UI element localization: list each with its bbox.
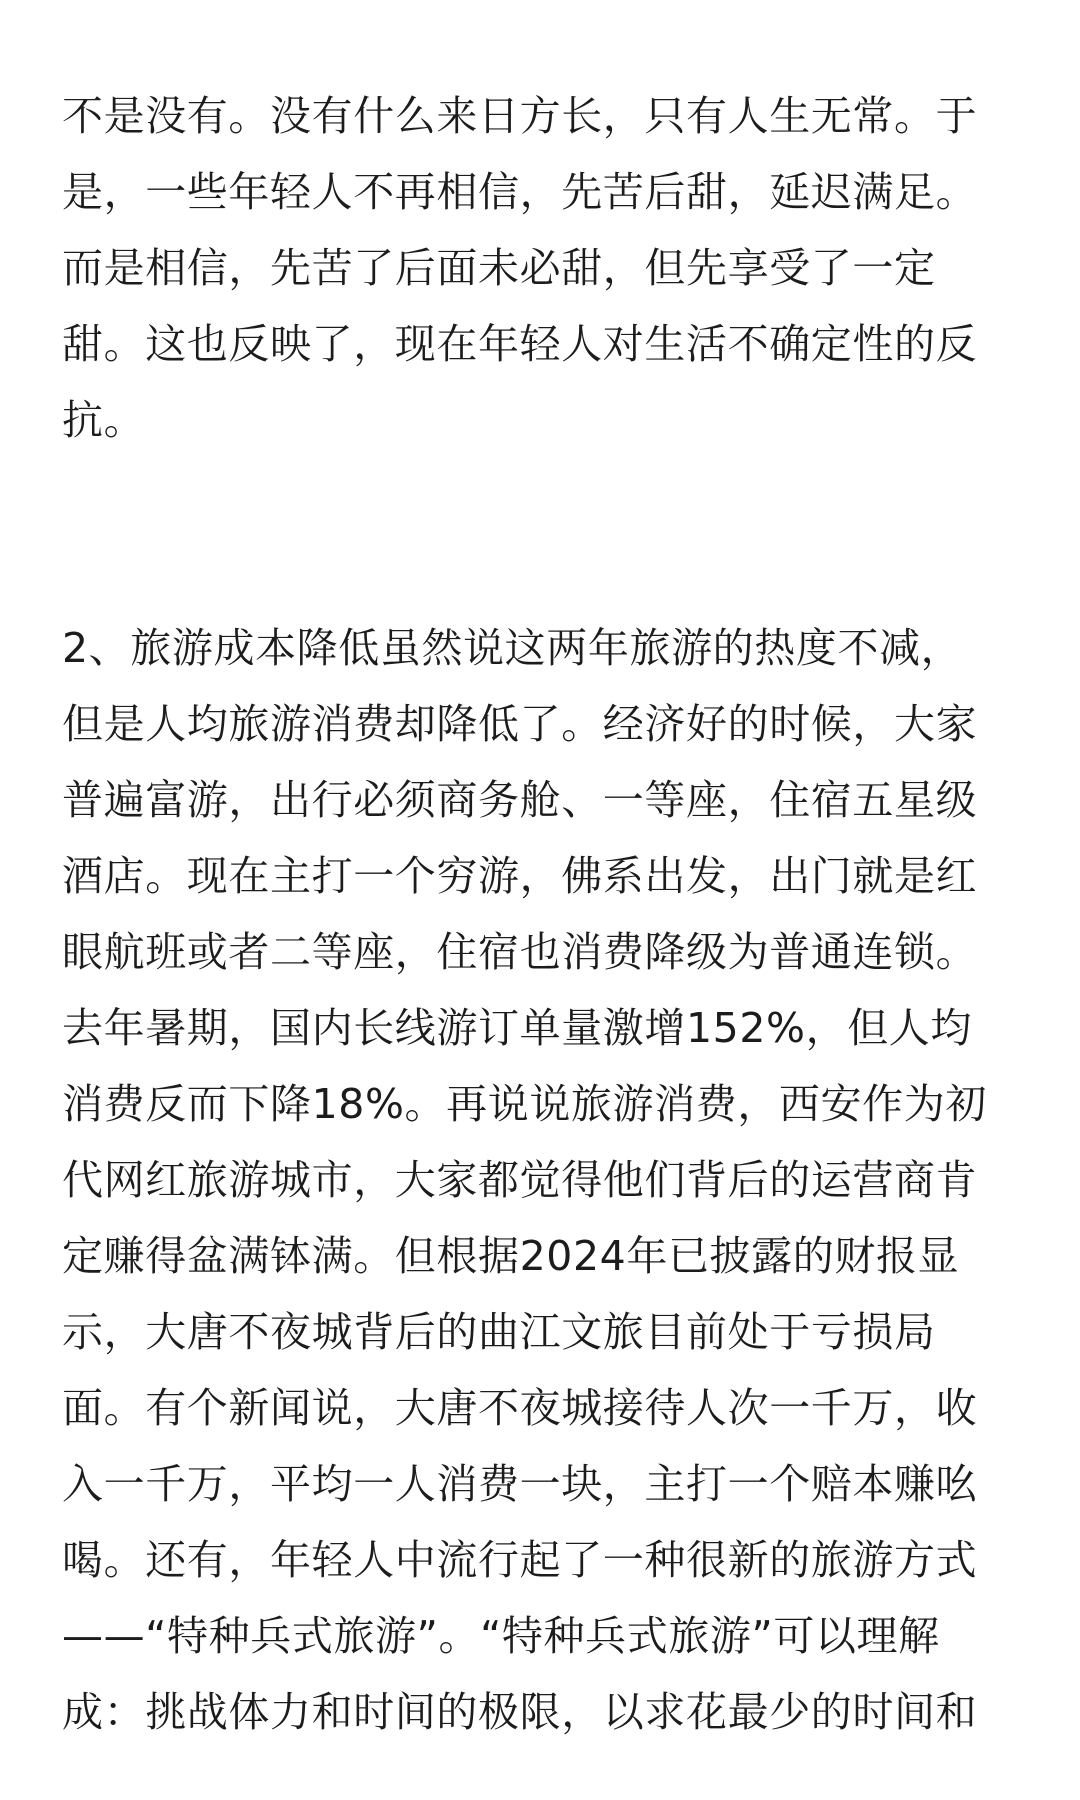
text-line: 甜。这也反映了，现在年轻人对生活不确定性的反 (62, 320, 978, 368)
text-line: 成：挑战体力和时间的极限，以求花最少的时间和 (62, 1688, 978, 1736)
text-line: 2、旅游成本降低虽然说这两年旅游的热度不减， (62, 624, 963, 672)
text-line: 代网红旅游城市，大家都觉得他们背后的运营商肯 (62, 1156, 978, 1204)
text-line: 示，大唐不夜城背后的曲江文旅目前处于亏损局 (62, 1308, 936, 1356)
text-line: 不是没有。没有什么来日方长，只有人生无常。于 (62, 92, 978, 140)
text-line: 而是相信，先苦了后面未必甜，但先享受了一定 (62, 244, 936, 292)
text-line: 喝。还有，年轻人中流行起了一种很新的旅游方式 (62, 1536, 978, 1584)
text-line: ——“特种兵式旅游”。“特种兵式旅游”可以理解 (62, 1612, 940, 1660)
article-body (62, 78, 1022, 1750)
text-line: 是，一些年轻人不再相信，先苦后甜，延迟满足。 (62, 168, 978, 216)
text-line: 面。有个新闻说，大唐不夜城接待人次一千万，收 (62, 1384, 978, 1432)
text-line: 眼航班或者二等座，住宿也消费降级为普通连锁。 (62, 928, 978, 976)
text-line: 消费反而下降18%。再说说旅游消费，西安作为初 (62, 1080, 987, 1128)
text-line: 入一千万，平均一人消费一块，主打一个赔本赚吆 (62, 1460, 978, 1508)
text-line: 但是人均旅游消费却降低了。经济好的时候，大家 (62, 700, 978, 748)
paragraph-1 (62, 78, 1022, 458)
text-line: 定赚得盆满钵满。但根据2024年已披露的财报显 (62, 1232, 960, 1280)
text-line: 普遍富游，出行必须商务舱、一等座，住宿五星级 (62, 776, 978, 824)
text-line: 去年暑期，国内长线游订单量激增152%，但人均 (62, 1004, 973, 1052)
text-line: 酒店。现在主打一个穷游，佛系出发，出门就是红 (62, 852, 978, 900)
paragraph-spacer (62, 458, 1022, 610)
text-line: 抗。 (62, 396, 146, 444)
paragraph-2 (62, 610, 1022, 1750)
